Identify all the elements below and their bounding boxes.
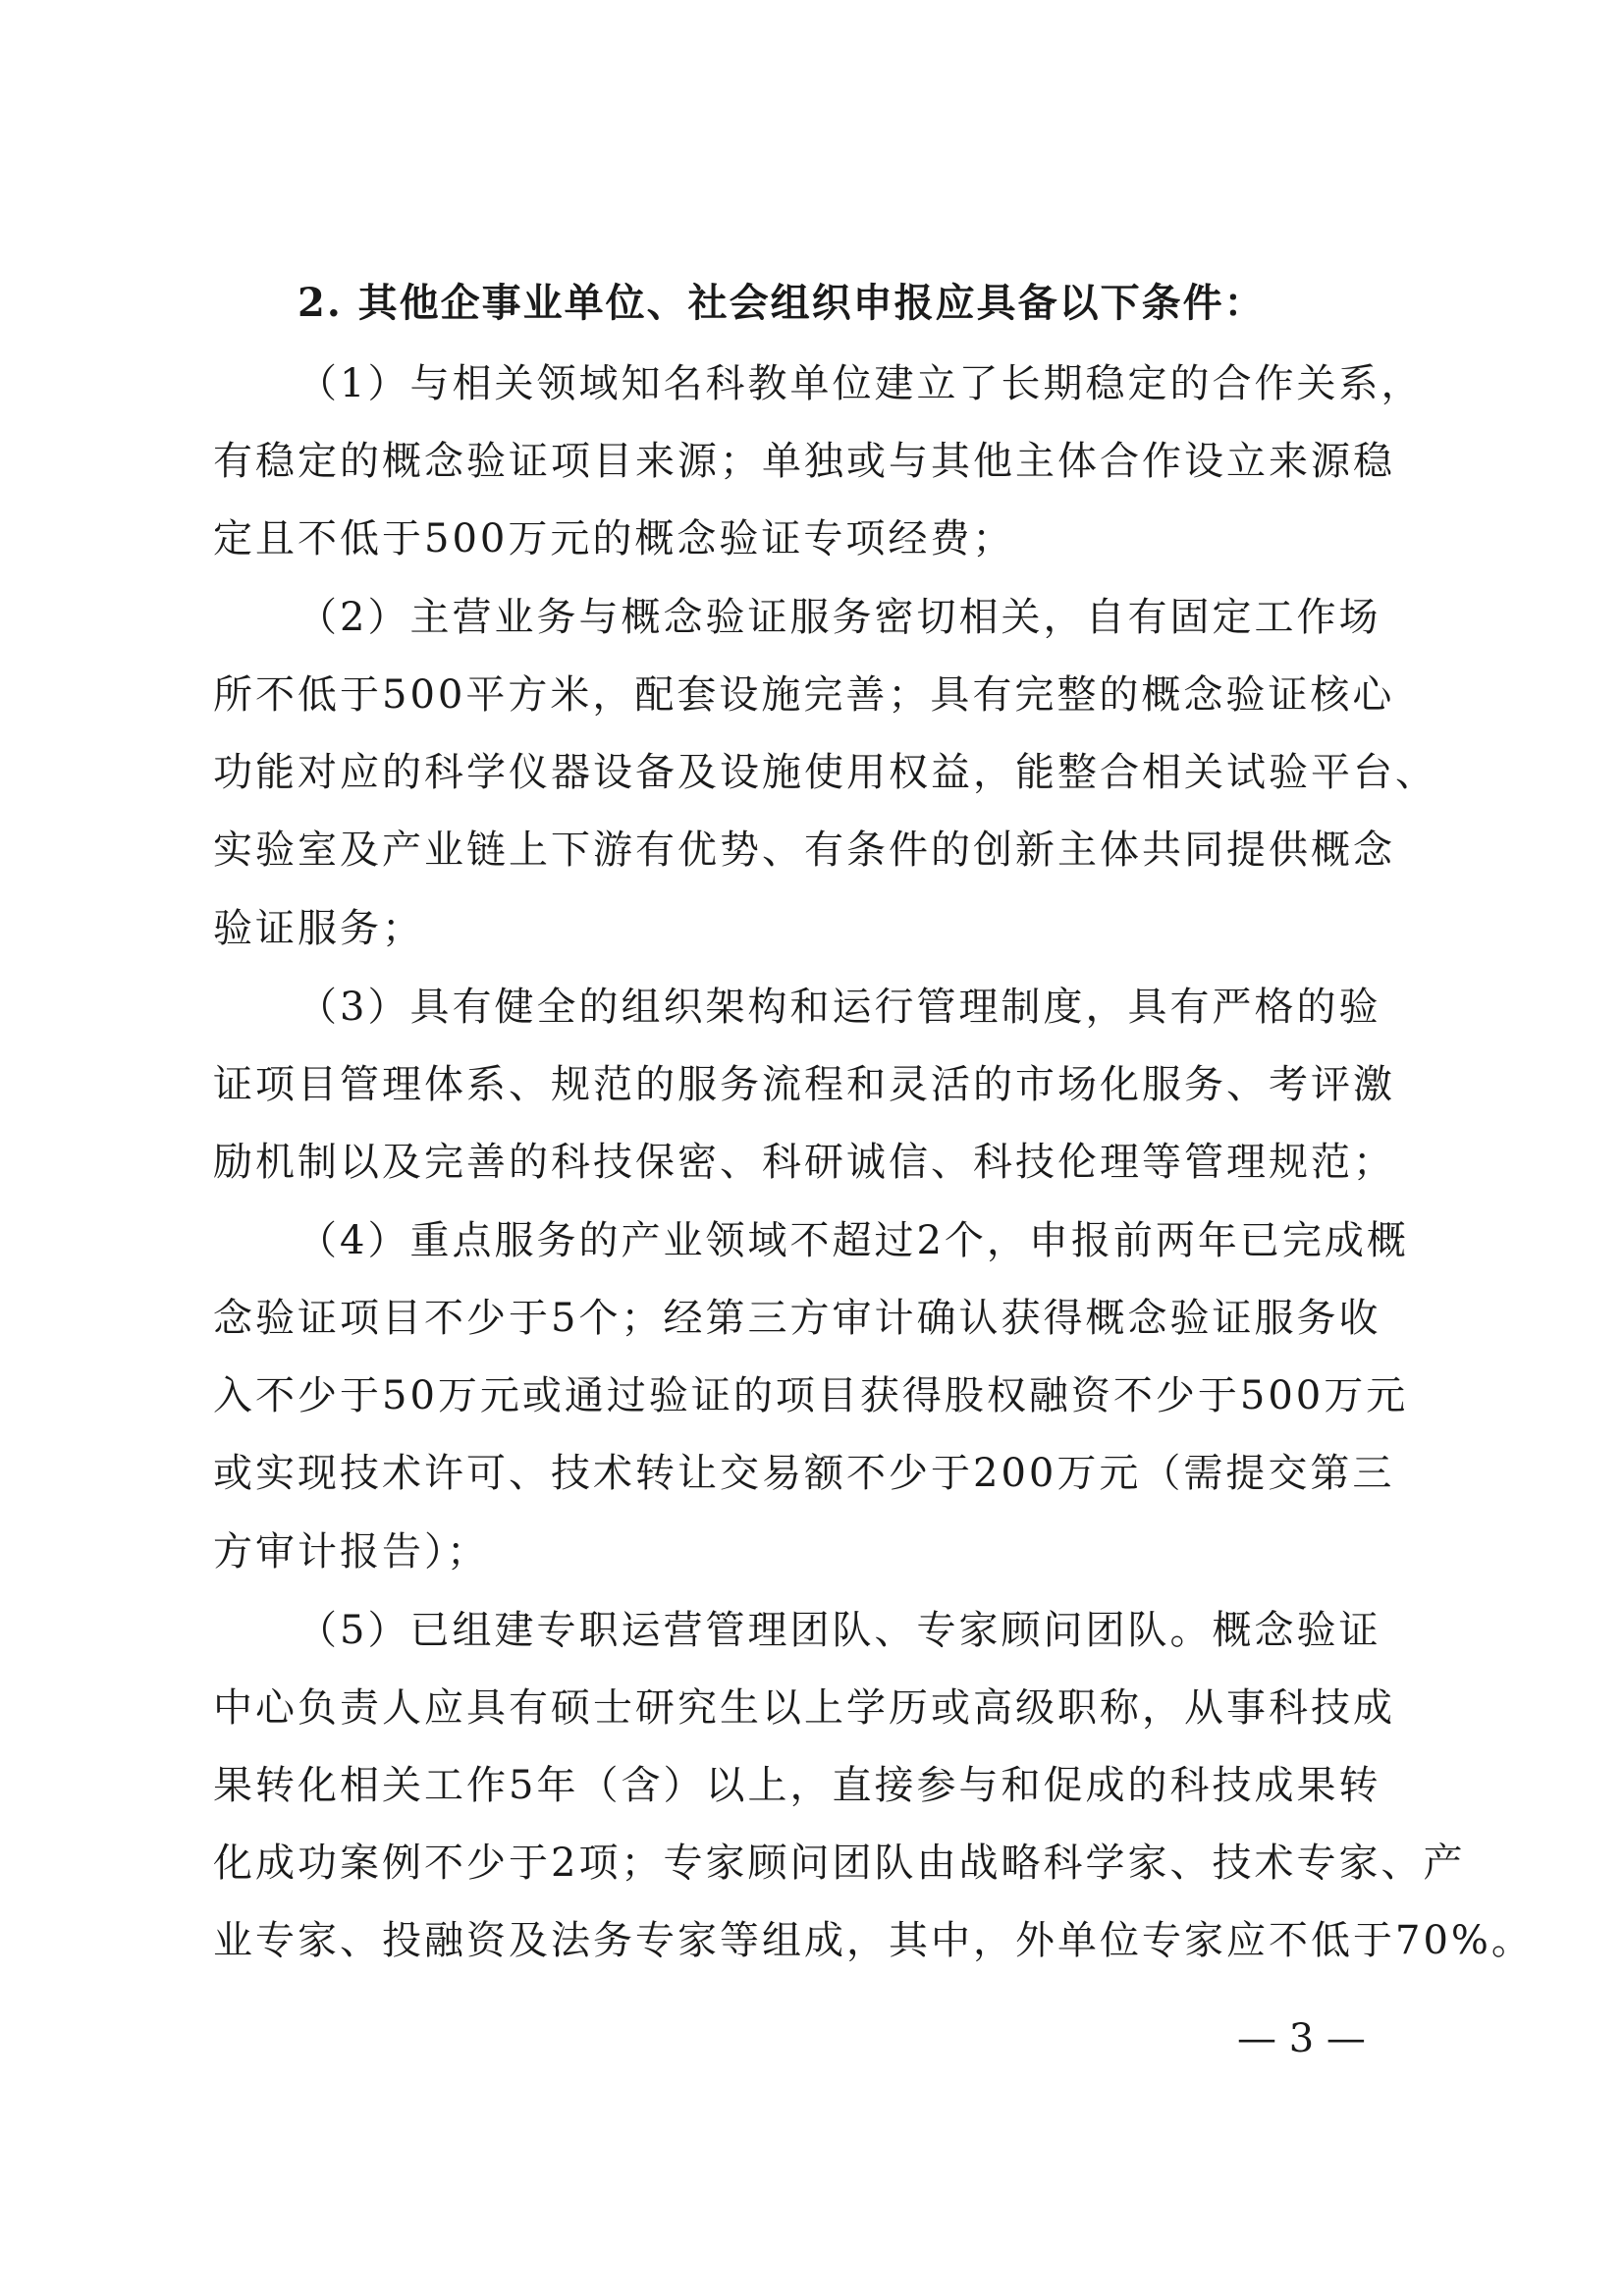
paragraph-1-line-1: （1）与相关领域知名科教单位建立了长期稳定的合作关系， (298, 361, 1424, 406)
paragraph-4-line-1: （4）重点服务的产业领域不超过2个，申报前两年已完成概 (298, 1218, 1409, 1263)
paragraph-5-line-2: 中心负责人应具有硕士研究生以上学历或高级职称，从事科技成 (213, 1685, 1395, 1731)
paragraph-3-line-3: 励机制以及完善的科技保密、科研诚信、科技伦理等管理规范； (213, 1140, 1395, 1185)
paragraph-4-line-2: 念验证项目不少于5个；经第三方审计确认获得概念验证服务收 (213, 1296, 1381, 1341)
paragraph-2-line-2: 所不低于500平方米，配套设施完善；具有完整的概念验证核心 (213, 672, 1395, 718)
paragraph-2-line-1: （2）主营业务与概念验证服务密切相关，自有固定工作场 (298, 595, 1381, 640)
paragraph-4-line-4: 或实现技术许可、技术转让交易额不少于200万元（需提交第三 (213, 1451, 1395, 1496)
paragraph-3-line-2: 证项目管理体系、规范的服务流程和灵活的市场化服务、考评激 (213, 1062, 1395, 1107)
paragraph-1-line-2: 有稳定的概念验证项目来源；单独或与其他主体合作设立来源稳 (213, 439, 1395, 484)
paragraph-5-line-1: （5）已组建专职运营管理团队、专家顾问团队。概念验证 (298, 1608, 1381, 1653)
page-number: — 3 — (1237, 2016, 1366, 2061)
paragraph-2-line-3: 功能对应的科学仪器设备及设施使用权益，能整合相关试验平台、 (213, 750, 1437, 795)
paragraph-2-line-5: 验证服务； (213, 906, 424, 951)
paragraph-4-line-5: 方审计报告）； (213, 1529, 489, 1575)
paragraph-3-line-1: （3）具有健全的组织架构和运行管理制度，具有严格的验 (298, 985, 1381, 1030)
section-heading: 2. 其他企事业单位、社会组织申报应具备以下条件： (298, 280, 1266, 326)
paragraph-5-line-5: 业专家、投融资及法务专家等组成，其中，外单位专家应不低于70%。 (213, 1918, 1534, 1963)
paragraph-1-line-3: 定且不低于500万元的概念验证专项经费； (213, 516, 1015, 561)
paragraph-5-line-4: 化成功案例不少于2项；专家顾问团队由战略科学家、技术专家、产 (213, 1841, 1466, 1886)
paragraph-5-line-3: 果转化相关工作5年（含）以上，直接参与和促成的科技成果转 (213, 1763, 1381, 1808)
paragraph-2-line-4: 实验室及产业链上下游有优势、有条件的创新主体共同提供概念 (213, 828, 1395, 873)
paragraph-4-line-3: 入不少于50万元或通过验证的项目获得股权融资不少于500万元 (213, 1373, 1409, 1418)
